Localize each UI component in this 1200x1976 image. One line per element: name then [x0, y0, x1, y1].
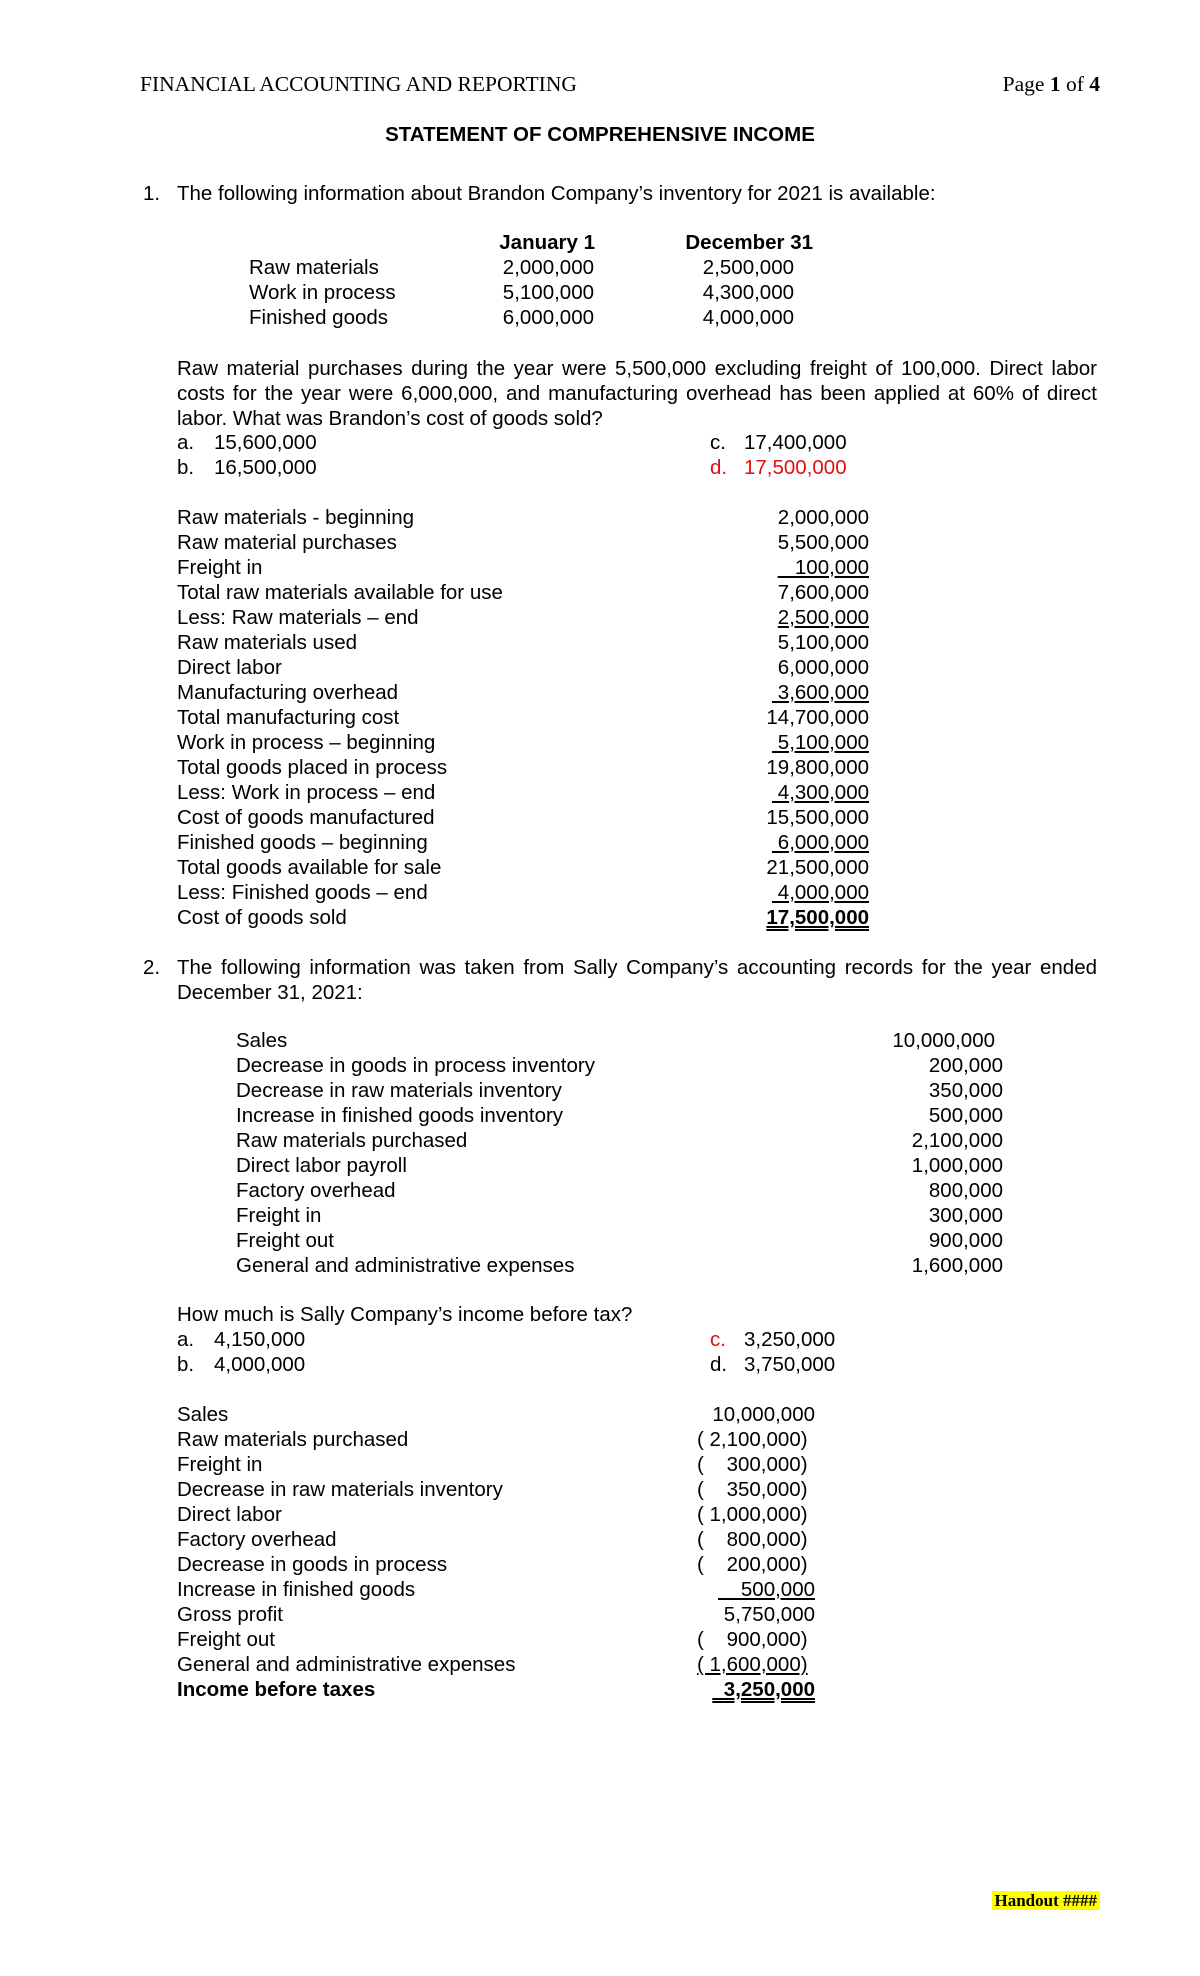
solution-label: Direct labor [177, 1503, 282, 1526]
page-number [1003, 72, 1100, 97]
q2-row-label: Freight in [236, 1204, 322, 1227]
solution-label: Factory overhead [177, 1528, 337, 1551]
q2-row-value: 1,600,000 [911, 1254, 1003, 1277]
solution-value: 2,000,000 [777, 506, 869, 529]
solution-value: 4,300,000 [777, 781, 869, 804]
q1-row-dec: 4,000,000 [702, 306, 794, 329]
solution-label: Raw material purchases [177, 531, 397, 554]
q2-row-label: Factory overhead [236, 1179, 396, 1202]
page-title: STATEMENT OF COMPREHENSIVE INCOME [385, 123, 815, 146]
choice-b: 16,500,000 [214, 456, 317, 479]
q2-row-label: General and administrative expenses [236, 1254, 575, 1277]
choice-letter: d. [710, 1353, 728, 1376]
q2-row-label: Increase in finished goods inventory [236, 1104, 564, 1127]
q1-row-jan: 2,000,000 [502, 256, 594, 279]
solution-label: Total goods placed in process [177, 756, 448, 779]
solution-total: 3,250,000 [723, 1678, 815, 1701]
q1-col-jan: January 1 [499, 231, 595, 254]
q2-question: How much is Sally Company’s income before tax? [177, 1303, 633, 1326]
solution-value: 500,000 [740, 1578, 815, 1601]
q1-row-dec: 4,300,000 [702, 281, 794, 304]
solution-value: ( 1,000,000) [697, 1503, 808, 1526]
solution-label: Total goods available for sale [177, 856, 442, 879]
solution-label: Raw materials purchased [177, 1428, 409, 1451]
q2-row-label: Decrease in goods in process inventory [236, 1054, 595, 1077]
q2-row-value: 500,000 [928, 1104, 1003, 1127]
solution-label-total: Income before taxes [177, 1678, 376, 1701]
solution-label: Raw materials used [177, 631, 358, 654]
page-label: Page [1002, 72, 1045, 96]
choice-letter-correct: d. [710, 456, 728, 479]
solution-label: Cost of goods sold [177, 906, 347, 929]
choice-letter: a. [177, 1328, 195, 1351]
q1-row-label: Raw materials [249, 256, 379, 279]
page-current: 1 [1049, 72, 1061, 96]
solution-value: ( 900,000) [697, 1628, 808, 1651]
solution-value: 6,000,000 [777, 656, 869, 679]
q2-row-value: 800,000 [928, 1179, 1003, 1202]
q2-row-value: 2,100,000 [911, 1129, 1003, 1152]
choice-d-correct: 17,500,000 [744, 456, 847, 479]
choice-letter: b. [177, 1353, 195, 1376]
solution-value: ( 1,600,000) [697, 1653, 808, 1676]
choice-letter: c. [710, 431, 726, 454]
q1-number: 1. [143, 182, 161, 205]
choice-c: 3,250,000 [744, 1328, 836, 1351]
solution-label: Manufacturing overhead [177, 681, 399, 704]
q2-intro: The following information was taken from Sally Company’s accounting records for the year ended December 31, 2021: [177, 956, 1097, 1004]
q1-row-label: Finished goods [249, 306, 389, 329]
solution-value: 5,750,000 [723, 1603, 815, 1626]
q2-row-value: 1,000,000 [911, 1154, 1003, 1177]
solution-label: Cost of goods manufactured [177, 806, 435, 829]
solution-value: ( 300,000) [697, 1453, 808, 1476]
choice-a: 4,150,000 [214, 1328, 306, 1351]
solution-value: 100,000 [794, 556, 869, 579]
q2-number: 2. [143, 956, 161, 979]
handout-label: Handout #### [992, 1891, 1101, 1910]
solution-label: Sales [177, 1403, 229, 1426]
solution-value: 3,600,000 [777, 681, 869, 704]
solution-label: Work in process – beginning [177, 731, 436, 754]
choice-letter-correct: c. [710, 1328, 726, 1351]
solution-label: Less: Work in process – end [177, 781, 436, 804]
handout-badge [992, 1888, 1101, 1913]
solution-value: 2,500,000 [777, 606, 869, 629]
solution-value: 15,500,000 [766, 806, 869, 829]
solution-label: Less: Raw materials – end [177, 606, 419, 629]
solution-value: 6,000,000 [777, 831, 869, 854]
q1-col-dec: December 31 [685, 231, 813, 254]
solution-value: 14,700,000 [766, 706, 869, 729]
q2-row-label: Freight out [236, 1229, 334, 1252]
q1-body: Raw material purchases during the year were 5,500,000 excluding freight of 100,000. Direct labor costs for the year were 6,000,000, and manufacturing overhead has been applied at 60% of direct labor. What was Brandon’s cost of goods sold? [177, 357, 1097, 430]
solution-label: Freight in [177, 1453, 263, 1476]
choice-a: 15,600,000 [214, 431, 317, 454]
solution-value: ( 350,000) [697, 1478, 808, 1501]
page-total: 4 [1089, 72, 1100, 96]
solution-value: ( 200,000) [697, 1553, 808, 1576]
q2-row-label: Sales [236, 1029, 288, 1052]
solution-label: Freight in [177, 556, 263, 579]
solution-value: 5,100,000 [777, 731, 869, 754]
q2-row-value: 200,000 [928, 1054, 1003, 1077]
q1-row-jan: 5,100,000 [502, 281, 594, 304]
solution-value: 5,100,000 [777, 631, 869, 654]
choice-letter: a. [177, 431, 195, 454]
q2-row-label: Decrease in raw materials inventory [236, 1079, 562, 1102]
q1-intro: The following information about Brandon Company’s inventory for 2021 is available: [177, 182, 936, 205]
solution-label: Direct labor [177, 656, 282, 679]
solution-label: Raw materials - beginning [177, 506, 415, 529]
q2-row-value: 300,000 [928, 1204, 1003, 1227]
q2-row-value: 900,000 [928, 1229, 1003, 1252]
solution-label: Increase in finished goods [177, 1578, 416, 1601]
solution-label: Less: Finished goods – end [177, 881, 428, 904]
solution-label: Total manufacturing cost [177, 706, 400, 729]
q1-row-label: Work in process [249, 281, 396, 304]
solution-label: Gross profit [177, 1603, 283, 1626]
solution-value: 4,000,000 [777, 881, 869, 904]
solution-value: 21,500,000 [766, 856, 869, 879]
choice-b: 4,000,000 [214, 1353, 306, 1376]
course-header: FINANCIAL ACCOUNTING AND REPORTING [140, 72, 577, 96]
page-of: of [1065, 72, 1084, 96]
solution-value: ( 2,100,000) [697, 1428, 808, 1451]
solution-value: 19,800,000 [766, 756, 869, 779]
solution-label: Total raw materials available for use [177, 581, 503, 604]
q2-row-value: 350,000 [928, 1079, 1003, 1102]
solution-value: ( 800,000) [697, 1528, 808, 1551]
solution-value: 5,500,000 [777, 531, 869, 554]
solution-label: Finished goods – beginning [177, 831, 428, 854]
q2-row-value: 10,000,000 [892, 1029, 995, 1052]
choice-c: 17,400,000 [744, 431, 847, 454]
solution-label: Decrease in raw materials inventory [177, 1478, 503, 1501]
solution-label: Freight out [177, 1628, 275, 1651]
choice-letter: b. [177, 456, 195, 479]
choice-d: 3,750,000 [744, 1353, 836, 1376]
solution-value: 10,000,000 [712, 1403, 815, 1426]
q2-row-label: Direct labor payroll [236, 1154, 407, 1177]
q1-row-jan: 6,000,000 [502, 306, 594, 329]
solution-label: Decrease in goods in process [177, 1553, 448, 1576]
solution-total: 17,500,000 [766, 906, 869, 929]
solution-value: 7,600,000 [777, 581, 869, 604]
q2-row-label: Raw materials purchased [236, 1129, 468, 1152]
solution-label: General and administrative expenses [177, 1653, 516, 1676]
q1-row-dec: 2,500,000 [702, 256, 794, 279]
